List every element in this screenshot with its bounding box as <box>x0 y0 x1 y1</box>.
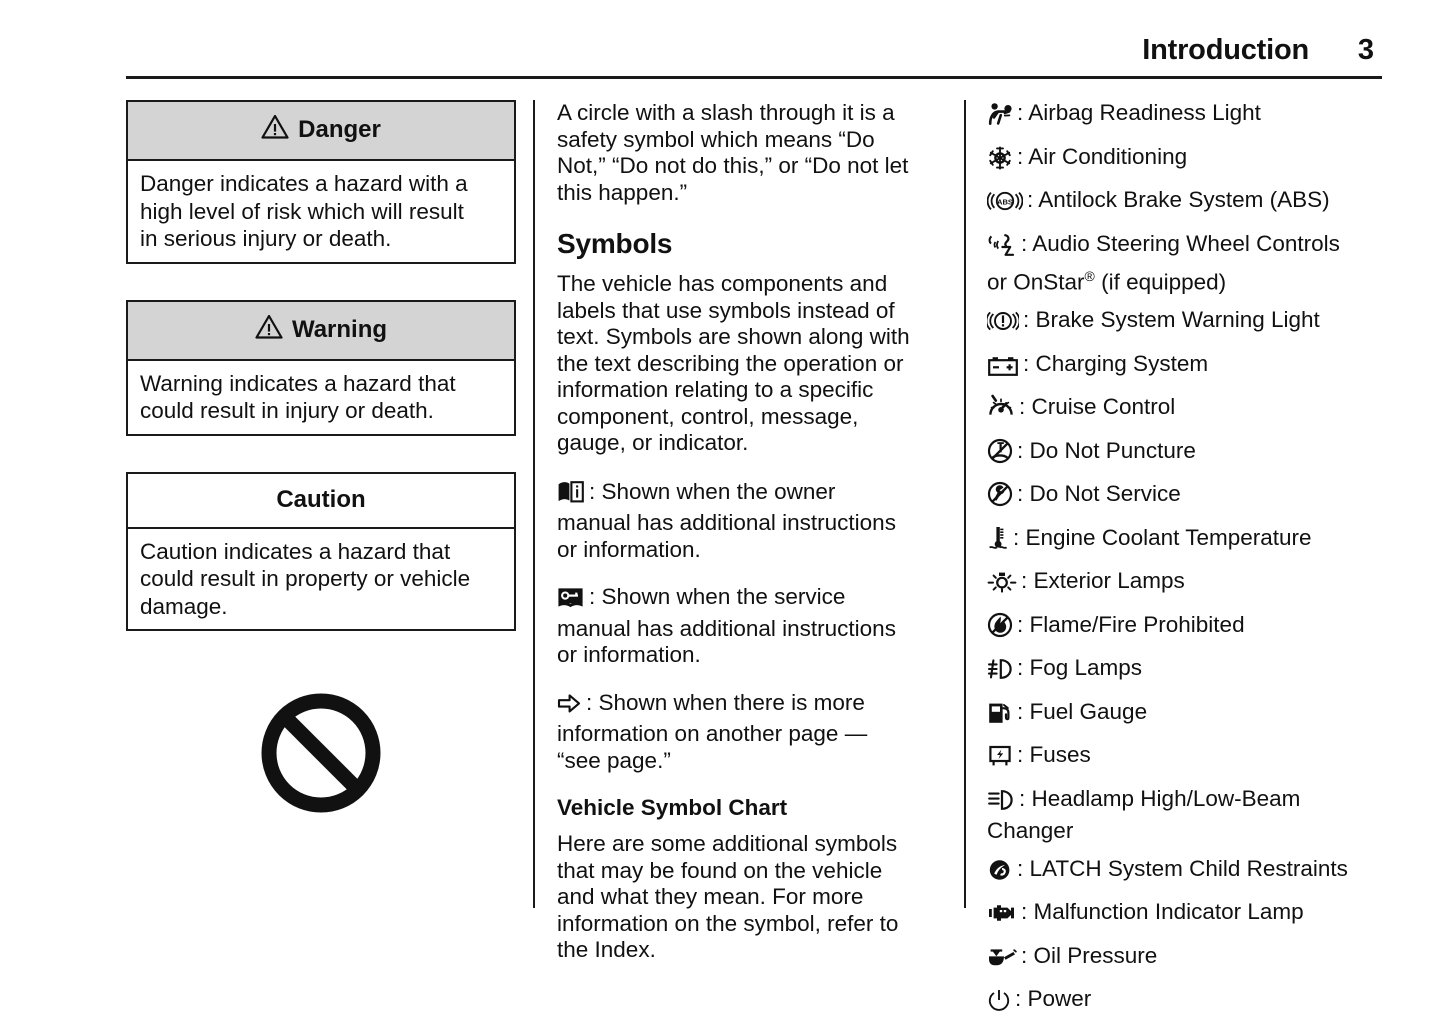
vehicle-symbol-chart-paragraph <box>557 831 937 964</box>
page-number: 3 <box>1357 34 1374 66</box>
symbol-note-text: “see page.” <box>557 747 671 773</box>
latch-child-restraint-icon <box>987 858 1013 889</box>
paragraph-line: Here are some additional symbols <box>557 831 898 856</box>
symbol-note-text: : Shown when the owner <box>589 478 836 504</box>
list-item <box>987 612 1387 645</box>
symbol-label: : Air Conditioning <box>1017 143 1188 169</box>
warning-triangle-icon <box>255 314 283 346</box>
symbol-label-continuation <box>987 263 1387 296</box>
symbol-label: : Antilock Brake System (ABS) <box>1027 187 1330 212</box>
list-item <box>987 856 1387 889</box>
symbol-label: : Malfunction Indicator Lamp <box>1021 899 1304 924</box>
list-item <box>987 187 1387 220</box>
list-item <box>987 394 1387 427</box>
cruise-control-icon <box>987 394 1015 427</box>
list-item <box>987 943 1387 976</box>
symbol-label: : Do Not Puncture <box>1017 437 1196 463</box>
symbol-label-post: (if equipped) <box>1094 269 1227 295</box>
symbol-label: : Audio Steering Wheel Controls <box>1021 230 1340 256</box>
power-icon <box>987 988 1011 1019</box>
list-item <box>987 986 1387 1019</box>
column-divider-right <box>964 100 966 908</box>
alert-body-caution <box>128 529 514 630</box>
fuel-gauge-icon <box>987 701 1013 732</box>
alert-line: Danger indicates a hazard with a <box>140 171 468 196</box>
symbol-label: : Power <box>1015 986 1092 1011</box>
alert-box-danger <box>126 100 516 264</box>
alert-header-caution <box>128 474 514 529</box>
alert-label-caution: Caution <box>276 485 366 513</box>
alert-line: could result in property or vehicle <box>140 566 471 591</box>
symbol-label: : LATCH System Child Restraints <box>1017 855 1348 881</box>
symbol-note-text: : Shown when there is more <box>586 689 865 715</box>
alert-body-warning <box>128 361 514 434</box>
alert-line: damage. <box>140 593 228 619</box>
symbols-paragraph <box>557 271 937 457</box>
alert-line: could result in injury or death. <box>140 398 434 423</box>
paragraph-line: The vehicle has components and <box>557 271 888 296</box>
vehicle-symbol-list <box>987 100 1387 1019</box>
flame-fire-prohibited-icon <box>987 612 1013 645</box>
paragraph-line: gauge, or indicator. <box>557 430 749 455</box>
list-item <box>987 144 1387 177</box>
middle-column <box>557 100 937 986</box>
paragraph-line: information relating to a specific <box>557 377 874 402</box>
list-item <box>987 351 1387 384</box>
symbol-label: : Airbag Readiness Light <box>1017 100 1261 125</box>
paragraph-line: information on the symbol, refer to <box>557 910 899 936</box>
alert-header-warning <box>128 302 514 361</box>
page-header <box>126 34 1382 84</box>
fog-lamps-icon <box>987 657 1013 688</box>
svg-text:ABS: ABS <box>996 197 1014 207</box>
see-page-arrow-icon <box>557 692 581 722</box>
symbol-label: : Headlamp High/Low-Beam <box>1019 785 1301 811</box>
symbol-note-text: manual has additional instructions <box>557 510 896 535</box>
symbol-note-see-page <box>557 690 937 775</box>
alert-line: high level of risk which will result <box>140 198 464 224</box>
symbol-label: : Oil Pressure <box>1021 942 1158 968</box>
symbol-label: : Engine Coolant Temperature <box>1013 524 1312 550</box>
paragraph-line: this happen.” <box>557 179 688 205</box>
alert-label-warning: Warning <box>291 315 388 343</box>
exterior-lamps-icon <box>987 570 1017 601</box>
symbol-label: : Fog Lamps <box>1017 655 1143 680</box>
warning-triangle-icon <box>261 114 289 146</box>
oil-pressure-icon <box>987 947 1017 976</box>
symbol-label: : Exterior Lamps <box>1021 568 1185 593</box>
paragraph-line: A circle with a slash through it is a <box>557 100 895 125</box>
abs-icon <box>987 189 1023 220</box>
symbol-label: : Flame/Fire Prohibited <box>1017 611 1245 637</box>
paragraph-line: component, control, message, <box>557 403 859 429</box>
section-heading-symbols: Symbols <box>557 228 673 259</box>
audio-steering-wheel-icon <box>987 233 1017 264</box>
symbol-label-continuation: Changer <box>987 818 1074 843</box>
subsection-heading-vehicle-symbol-chart: Vehicle Symbol Chart <box>557 795 788 820</box>
intro-paragraph <box>557 100 937 206</box>
list-item <box>987 786 1387 845</box>
fuses-icon <box>987 744 1013 775</box>
alert-line: Caution indicates a hazard that <box>140 538 451 564</box>
list-item <box>987 899 1387 932</box>
engine-coolant-temp-icon <box>987 525 1009 558</box>
registered-mark: ® <box>1084 268 1095 284</box>
symbol-label: : Do Not Service <box>1017 481 1181 506</box>
symbol-note-text: or information. <box>557 536 701 562</box>
airbag-readiness-icon <box>987 102 1013 133</box>
owner-manual-book-icon <box>557 480 584 511</box>
air-conditioning-icon <box>987 146 1013 177</box>
service-manual-book-icon <box>557 585 584 616</box>
page-title: Introduction <box>1142 34 1309 66</box>
left-column <box>126 100 516 824</box>
malfunction-indicator-icon <box>987 901 1017 932</box>
list-item <box>987 699 1387 732</box>
do-not-service-icon <box>987 481 1013 514</box>
list-item <box>987 742 1387 775</box>
header-rule <box>126 76 1382 79</box>
symbol-note-text: manual has additional instructions <box>557 615 896 641</box>
list-item <box>987 655 1387 688</box>
paragraph-line: the text describing the operation or <box>557 350 904 376</box>
symbol-label: : Fuses <box>1017 742 1091 767</box>
paragraph-line: labels that use symbols instead of <box>557 297 895 323</box>
paragraph-line: that may be found on the vehicle <box>557 857 883 883</box>
symbol-label: : Charging System <box>1023 350 1209 376</box>
symbol-note-owner-manual <box>557 479 937 564</box>
headlamp-beam-changer-icon <box>987 788 1015 819</box>
symbol-note-text: : Shown when the service <box>589 584 846 609</box>
list-item <box>987 100 1387 133</box>
alert-line: Warning indicates a hazard that <box>140 370 456 396</box>
paragraph-line: Not,” “Do not do this,” or “Do not let <box>557 153 909 178</box>
paragraph-line: and what they mean. For more <box>557 884 864 909</box>
charging-system-battery-icon <box>987 355 1019 384</box>
circle-slash-prohibition-icon <box>255 687 387 824</box>
alert-line: in serious injury or death. <box>140 226 392 251</box>
symbol-note-text: information on another page — <box>557 721 868 746</box>
column-divider-left <box>533 100 535 908</box>
symbol-note-service-manual <box>557 584 937 669</box>
alert-header-danger <box>128 102 514 161</box>
alert-box-caution <box>126 472 516 632</box>
do-not-figure <box>126 687 516 824</box>
right-column <box>987 100 1387 1030</box>
symbol-label: : Fuel Gauge <box>1017 698 1148 724</box>
list-item <box>987 307 1387 340</box>
list-item <box>987 525 1387 558</box>
list-item <box>987 438 1387 471</box>
symbol-label-pre: or OnStar <box>987 269 1085 295</box>
list-item <box>987 481 1387 514</box>
symbol-label: : Cruise Control <box>1019 394 1176 419</box>
brake-system-warning-icon <box>987 309 1019 340</box>
list-item <box>987 231 1387 297</box>
paragraph-line: safety symbol which means “Do <box>557 126 875 152</box>
list-item <box>987 568 1387 601</box>
paragraph-line: text. Symbols are shown along with <box>557 324 910 349</box>
do-not-puncture-icon <box>987 438 1013 471</box>
alert-box-warning <box>126 300 516 436</box>
symbol-note-text: or information. <box>557 642 701 667</box>
symbol-label: : Brake System Warning Light <box>1023 307 1320 332</box>
paragraph-line: the Index. <box>557 937 656 962</box>
alert-body-danger <box>128 161 514 262</box>
alert-label-danger: Danger <box>298 116 381 143</box>
